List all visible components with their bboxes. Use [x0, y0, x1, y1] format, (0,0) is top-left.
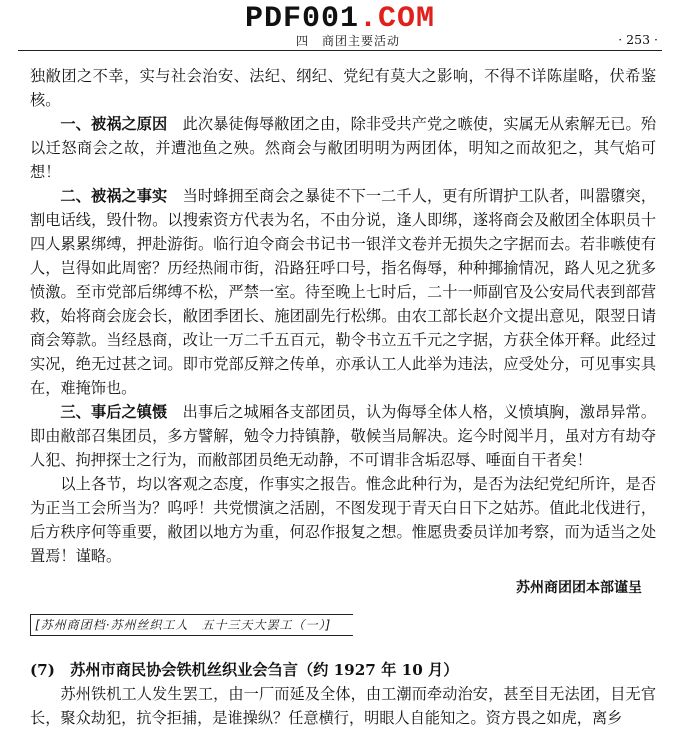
paragraph-cause-heading: 一、被祸之原因 — [60, 115, 168, 133]
paragraph-aftermath-heading: 三、事后之镇慑 — [60, 403, 168, 421]
paragraph-aftermath — [30, 400, 656, 472]
watermark-text-pdf001: PDF001 — [244, 2, 359, 36]
paragraph-facts-text: 当时蜂拥至商会之暴徒不下一二千人，更有所谓护工队者，叫嚣隳突，割电话线，毁什物。以搜索资方代表为名，不由分说，逢人即绑，遂将商会及敝团全体职员十四人累累绑缚，押赴游街。临行迫令商会书记书一银洋文卷并无损失之字据而去。若非嗾使有人，岂得如此周密？历经热闹市街，沿路狂呼口号，指名侮辱，种种揶揄情况，路人见之犹多愤激。至市党部后绑缚不松，严禁一室。待至晚上七时后，二十一师副官及公安局代表到部营救，始将商会庞会长，敝团季团长、施团副先行松绑。由农工部长赵介文提出意见，限翌日请商会筹款。当经恳商，改让一万二千五百元，勒令书立五千元之字据，方获全体开释。此经过实况，绝无过甚之词。即市党部反辩之传单，亦承认工人此举为违法，应受处分，可见事实具在，难掩饰也。 — [30, 187, 657, 397]
paragraph-cause-text: 此次暴徒侮辱敝团之由，除非受共产党之嗾使，实属无从索解无已。殆以迁怒商会之故，并遭池鱼之殃。然商会与敝团明明为两团体，明知之而故犯之，其气焰可想！ — [30, 115, 657, 181]
watermark-logo — [0, 2, 680, 36]
watermark-text-com: .COM — [359, 2, 436, 36]
page-number: · 253 · — [618, 32, 658, 47]
signature: 苏州商团团本部谨呈 — [516, 580, 642, 596]
document-7-heading: (7) 苏州市商民协会铁机丝织业会刍言（约 1927 年 10 月） — [30, 661, 459, 679]
paragraph-continuation: 独敝团之不幸，实与社会治安、法纪、纲纪、党纪有莫大之影响，不得不详陈崖略，伏希鉴核。 — [30, 67, 656, 109]
document-7-body: 苏州铁机工人发生罢工，由一厂而延及全体，由工潮而牵动治安，甚至目无法团，目无官长，聚众劫犯，抗令拒捕，是谁操纵？任意横行，明眼人自能知之。资方畏之如虎，离乡 — [30, 685, 656, 727]
paragraph-cause — [30, 112, 656, 184]
section-title: 四 商团主要活动 — [296, 34, 401, 48]
paragraph-facts — [30, 184, 656, 400]
page-body — [30, 64, 656, 730]
paragraph-facts-heading: 二、被祸之事实 — [60, 187, 168, 205]
running-header — [18, 32, 662, 51]
paragraph-summary: 以上各节，均以客观之态度，作事实之报告。惟念此种行为，是否为法纪党纪所许，是否为正当工会所当为？呜呼！共党惯演之活剧，不图发现于青天白日下之姑苏。值此北伐进行，后方秩序何等重要，敝团以地方为重，何忍作报复之想。惟愿贵委员详加考察，而为适当之处置焉！谨略。 — [30, 475, 656, 565]
source-citation: [苏州商团档·苏州丝织工人 五十三天大罢工（一）] — [30, 614, 353, 636]
paragraph-aftermath-text: 出事后之城厢各支部团员，认为侮辱全体人格，义愤填胸，激昂异常。即由敝部召集团员，多方譬解，勉令力持镇静，敬候当局解决。迄今时阅半月，虽对方有劫夺人犯、拘押探士之行为，而敝部团员绝无动静，不可谓非含垢忍辱、唾面自干者矣！ — [30, 403, 657, 469]
